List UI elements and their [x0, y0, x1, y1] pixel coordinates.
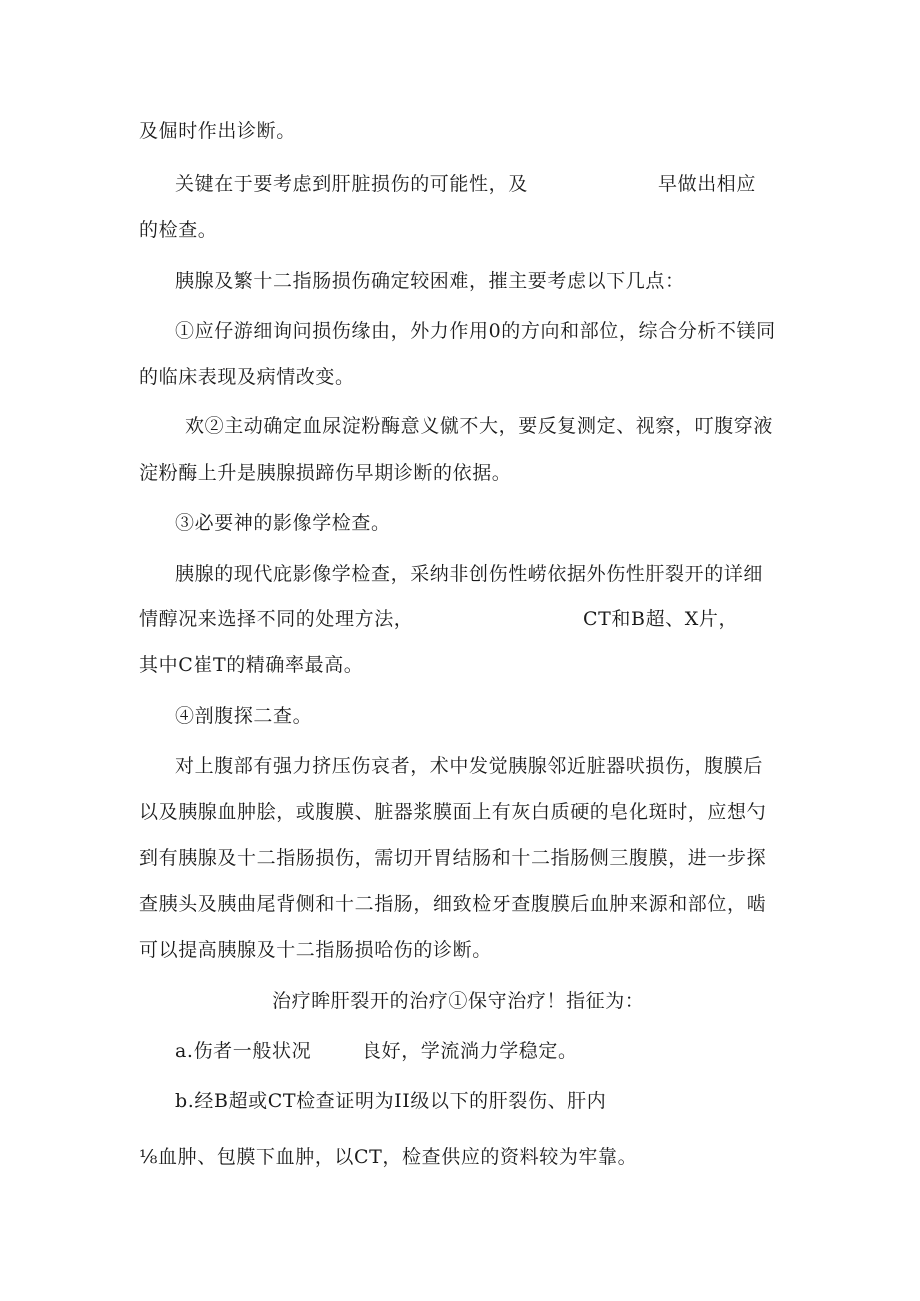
text-line-12: 情醇况来选择不同的处理方法， [139, 608, 414, 630]
text-line-16: 对上腹部有强力挤压伤哀者，术中发觉胰腺邻近脏器吠损伤，腹膜后 [175, 755, 764, 777]
text-line-6: ①应仔游细询问损伤缘由，外力作用0的方向和部位，综合分析不镁同 [175, 320, 776, 342]
text-line-4: 的检查。 [139, 219, 218, 241]
text-line-24: b.经B超或CT检查证明为II级以下的肝裂伤、肝内 [175, 1090, 607, 1112]
text-line-21: 治疗眸肝裂开的治疗①保守治疗！指征为： [272, 990, 645, 1012]
text-line-1: 及倔时作出诊断。 [139, 120, 296, 142]
text-line-7: 的临床表现及病情改变。 [139, 366, 355, 388]
text-line-10: ③必要神的影像学检查。 [175, 512, 391, 534]
text-line-18: 到有胰腺及十二指肠损伤，需切开胃结肠和十二指肠侧三腹膜，进一步探 [139, 847, 767, 869]
text-line-25: ⅛血肿、包膜下血肿，以CT，检查供应的资料较为牢靠。 [139, 1146, 638, 1168]
text-line-14: 其中C崔T的精确率最高。 [139, 654, 364, 676]
text-line-2: 关键在于要考虑到肝脏损伤的可能性，及 [175, 173, 528, 195]
text-line-8: 欢②主动确定血尿淀粉酶意义僦不大，要反复测定、视察，叮腹穿液 [185, 415, 774, 437]
text-line-5: 胰腺及繁十二指肠损伤确定较困难，摧主要考虑以下几点： [175, 270, 685, 292]
text-line-13: CT和B超、X片， [583, 608, 739, 630]
text-line-9: 淀粉酶上升是胰腺损蹄伤早期诊断的依据。 [139, 462, 512, 484]
text-line-15: ④剖腹探二查。 [175, 705, 313, 727]
text-line-19: 查胰头及胰曲尾背侧和十二指肠，细致检牙查腹膜后血肿来源和部位，啮 [139, 893, 767, 915]
text-line-3: 早做出相应 [658, 173, 757, 195]
text-line-20: 可以提高胰腺及十二指肠损哈伤的诊断。 [139, 939, 492, 961]
text-line-22: a.伤者一般状况 [175, 1040, 312, 1062]
text-line-11: 胰腺的现代庇影像学检查，采纳非创伤性崂依据外伤性肝裂开的详细 [175, 563, 764, 585]
text-line-17: 以及胰腺血肿脍，或腹膜、脏器浆膜面上有灰白质硬的皂化斑时，应想勺 [139, 801, 767, 823]
text-line-23: 良好，学流淌力学稳定。 [362, 1040, 578, 1062]
